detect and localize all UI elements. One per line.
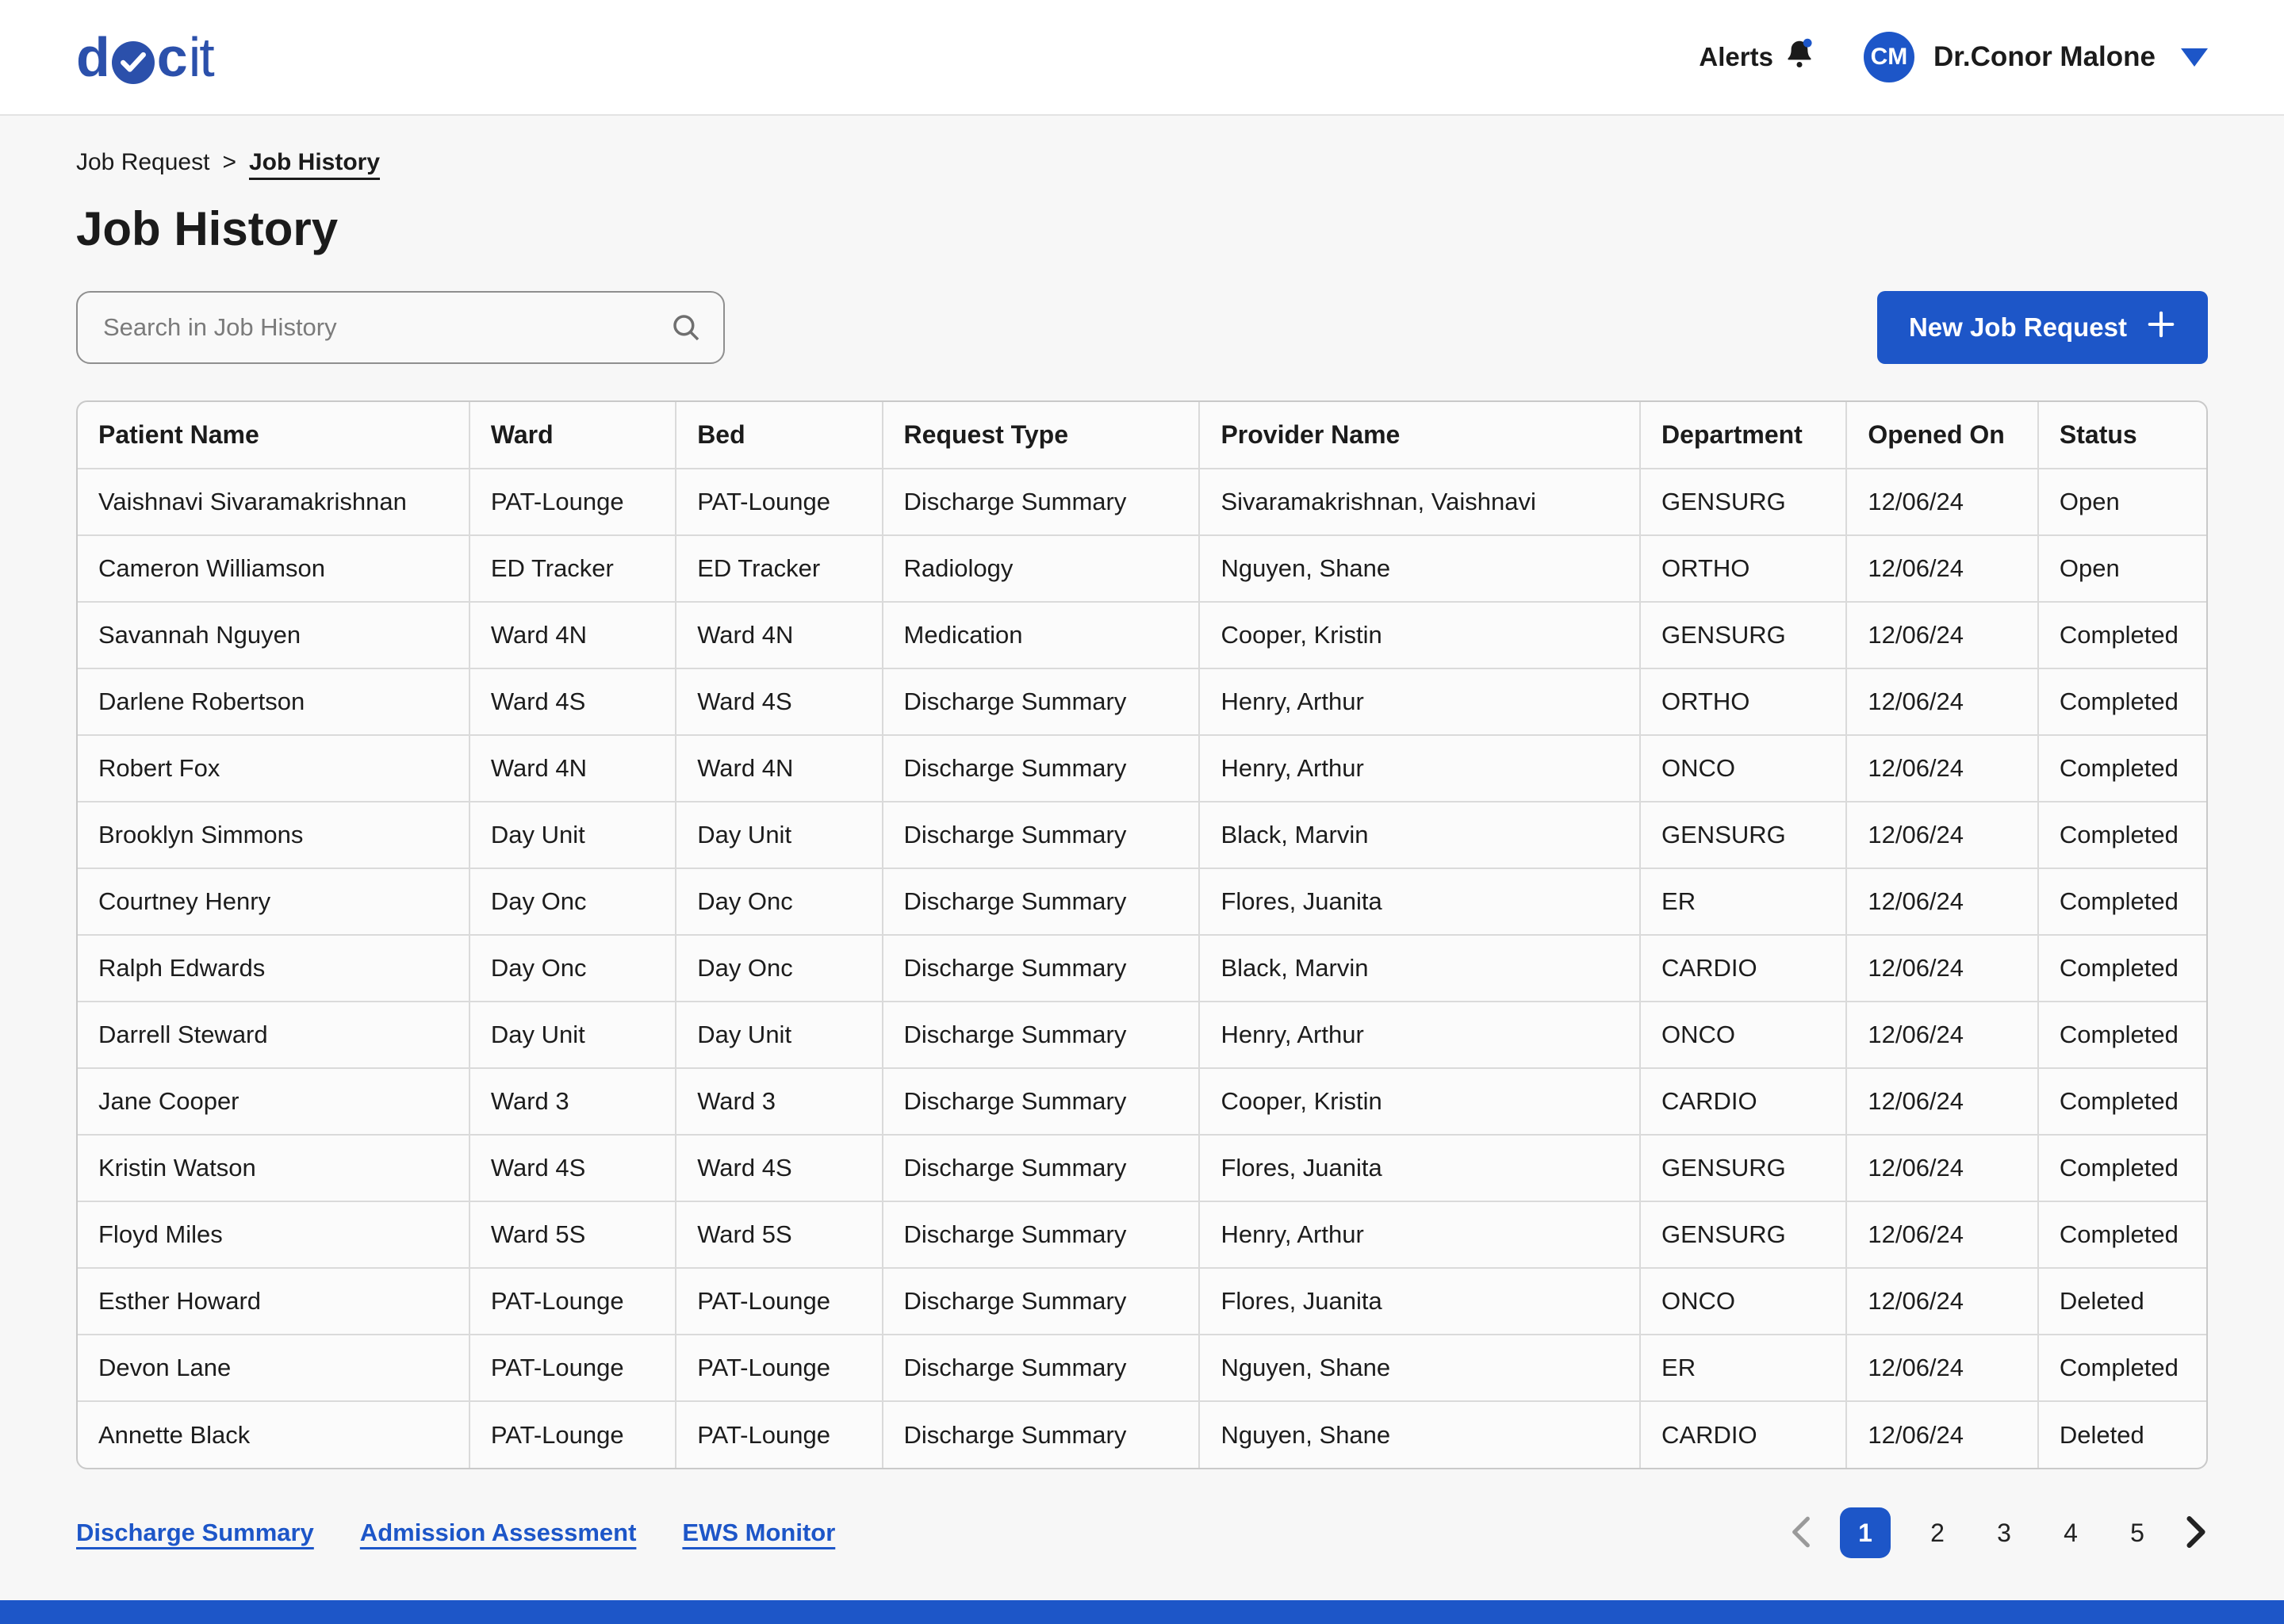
table-cell: Brooklyn Simmons — [78, 802, 469, 868]
table-cell: Cameron Williamson — [78, 535, 469, 602]
table-cell: CARDIO — [1640, 935, 1846, 1002]
table-cell: Cooper, Kristin — [1199, 602, 1640, 668]
table-row[interactable] — [78, 668, 2206, 735]
column-header-department: Department — [1640, 402, 1846, 469]
table-cell: 12/06/24 — [1846, 1068, 2038, 1135]
table-row[interactable] — [78, 469, 2206, 535]
table-cell: Darlene Robertson — [78, 668, 469, 735]
table-cell: Completed — [2038, 868, 2206, 935]
table-cell: 12/06/24 — [1846, 602, 2038, 668]
table-cell: Discharge Summary — [883, 1335, 1200, 1401]
user-menu[interactable] — [1864, 32, 2208, 82]
table-cell: Open — [2038, 535, 2206, 602]
table-cell: PAT-Lounge — [676, 1335, 882, 1401]
pagination-page-1[interactable]: 1 — [1840, 1507, 1891, 1558]
table-cell: Day Onc — [469, 935, 676, 1002]
table-cell: Day Unit — [469, 802, 676, 868]
table-cell: Devon Lane — [78, 1335, 469, 1401]
table-cell: Day Onc — [676, 935, 882, 1002]
table-cell: PAT-Lounge — [469, 469, 676, 535]
table-cell: Open — [2038, 469, 2206, 535]
table-cell: Medication — [883, 602, 1200, 668]
table-cell: Flores, Juanita — [1199, 1135, 1640, 1201]
bottom-row — [76, 1507, 2208, 1558]
table-cell: ONCO — [1640, 1002, 1846, 1068]
footer-link[interactable]: Admission Assessment — [359, 1519, 637, 1546]
table-cell: Completed — [2038, 802, 2206, 868]
table-cell: GENSURG — [1640, 1201, 1846, 1268]
new-job-request-button[interactable] — [1877, 291, 2208, 364]
alerts-button[interactable] — [1699, 36, 1816, 78]
column-header-bed: Bed — [676, 402, 882, 469]
table-cell: Completed — [2038, 602, 2206, 668]
main-content — [0, 149, 2284, 1558]
table-cell: GENSURG — [1640, 1135, 1846, 1201]
pagination-prev-button[interactable] — [1789, 1515, 1813, 1551]
column-header-status: Status — [2038, 402, 2206, 469]
table-cell: 12/06/24 — [1846, 469, 2038, 535]
table-row[interactable] — [78, 868, 2206, 935]
table-row[interactable] — [78, 1135, 2206, 1201]
table-cell: Ward 4N — [676, 602, 882, 668]
table-cell: Vaishnavi Sivaramakrishnan — [78, 469, 469, 535]
table-cell: 12/06/24 — [1846, 1201, 2038, 1268]
chevron-left-icon — [1789, 1515, 1813, 1551]
header-right — [1699, 32, 2208, 82]
table-cell: Completed — [2038, 1335, 2206, 1401]
table-cell: Day Unit — [469, 1002, 676, 1068]
table-row[interactable] — [78, 1002, 2206, 1068]
bell-icon — [1783, 36, 1816, 78]
breadcrumb-separator: > — [222, 149, 236, 175]
table-cell: Discharge Summary — [883, 735, 1200, 802]
table-cell: Darrell Steward — [78, 1002, 469, 1068]
search-icon[interactable] — [669, 311, 703, 348]
table-cell: Esther Howard — [78, 1268, 469, 1335]
pagination — [1789, 1507, 2208, 1558]
table-cell: ED Tracker — [469, 535, 676, 602]
table-cell: Discharge Summary — [883, 935, 1200, 1002]
table-cell: 12/06/24 — [1846, 1335, 2038, 1401]
table-cell: Ward 4S — [469, 1135, 676, 1201]
table-cell: Cooper, Kristin — [1199, 1068, 1640, 1135]
logo-letter: d — [76, 26, 109, 88]
table-row[interactable] — [78, 602, 2206, 668]
table-cell: Flores, Juanita — [1199, 868, 1640, 935]
table-cell: Day Unit — [676, 1002, 882, 1068]
app-logo[interactable] — [76, 25, 213, 89]
pagination-page-5[interactable]: 5 — [2117, 1507, 2157, 1558]
table-cell: Ward 4S — [676, 668, 882, 735]
table-cell: GENSURG — [1640, 602, 1846, 668]
table-cell: ER — [1640, 1335, 1846, 1401]
table-cell: Radiology — [883, 535, 1200, 602]
table-cell: Henry, Arthur — [1199, 1201, 1640, 1268]
pagination-page-4[interactable]: 4 — [2051, 1507, 2090, 1558]
table-cell: ONCO — [1640, 735, 1846, 802]
table-row[interactable] — [78, 935, 2206, 1002]
search-input[interactable] — [76, 291, 725, 364]
table-row[interactable] — [78, 1268, 2206, 1335]
footer-link[interactable]: EWS Monitor — [682, 1519, 836, 1546]
table-cell: Ward 5S — [676, 1201, 882, 1268]
table-cell: 12/06/24 — [1846, 1268, 2038, 1335]
table-cell: Sivaramakrishnan, Vaishnavi — [1199, 469, 1640, 535]
table-cell: Henry, Arthur — [1199, 668, 1640, 735]
table-cell: 12/06/24 — [1846, 802, 2038, 868]
job-history-table-body — [78, 469, 2206, 1468]
table-header-row — [78, 402, 2206, 469]
table-row[interactable] — [78, 1335, 2206, 1401]
table-cell: Ward 5S — [469, 1201, 676, 1268]
table-cell: Nguyen, Shane — [1199, 1401, 1640, 1468]
table-cell: GENSURG — [1640, 469, 1846, 535]
table-cell: Robert Fox — [78, 735, 469, 802]
footer-links — [76, 1519, 835, 1547]
column-header-ward: Ward — [469, 402, 676, 469]
table-cell: Discharge Summary — [883, 1135, 1200, 1201]
column-header-patient-name: Patient Name — [78, 402, 469, 469]
table-cell: Black, Marvin — [1199, 802, 1640, 868]
table-cell: Completed — [2038, 1002, 2206, 1068]
table-cell: 12/06/24 — [1846, 868, 2038, 935]
footer-link[interactable]: Discharge Summary — [76, 1519, 314, 1546]
new-job-request-label: New Job Request — [1908, 312, 2127, 342]
table-cell: 12/06/24 — [1846, 668, 2038, 735]
table-cell: 12/06/24 — [1846, 1135, 2038, 1201]
table-cell: Ward 4N — [469, 602, 676, 668]
bottom-accent-bar — [0, 1600, 2284, 1624]
table-cell: Ralph Edwards — [78, 935, 469, 1002]
job-history-table — [76, 400, 2208, 1469]
table-cell: Kristin Watson — [78, 1135, 469, 1201]
table-cell: Jane Cooper — [78, 1068, 469, 1135]
logo-suffix: it — [188, 26, 213, 88]
table-cell: 12/06/24 — [1846, 735, 2038, 802]
table-cell: Floyd Miles — [78, 1201, 469, 1268]
table-cell: ED Tracker — [676, 535, 882, 602]
table-cell: CARDIO — [1640, 1068, 1846, 1135]
table-cell: Ward 3 — [676, 1068, 882, 1135]
table-cell: Discharge Summary — [883, 668, 1200, 735]
breadcrumb-job-history[interactable]: Job History — [248, 149, 381, 175]
table-cell: Discharge Summary — [883, 802, 1200, 868]
search-box — [76, 291, 725, 364]
alerts-label: Alerts — [1699, 42, 1773, 71]
table-row[interactable] — [78, 1401, 2206, 1468]
table-row[interactable] — [78, 1068, 2206, 1135]
table-cell: PAT-Lounge — [676, 1268, 882, 1335]
table-cell: Day Unit — [676, 802, 882, 868]
pagination-page-3[interactable]: 3 — [1984, 1507, 2024, 1558]
table-cell: 12/06/24 — [1846, 1002, 2038, 1068]
table-cell: Black, Marvin — [1199, 935, 1640, 1002]
table-cell: ORTHO — [1640, 668, 1846, 735]
table-cell: CARDIO — [1640, 1401, 1846, 1468]
app-header — [0, 0, 2284, 116]
table-cell: Day Onc — [676, 868, 882, 935]
table-cell: PAT-Lounge — [469, 1268, 676, 1335]
chevron-right-icon — [2184, 1515, 2208, 1551]
table-cell: Deleted — [2038, 1268, 2206, 1335]
table-cell: ONCO — [1640, 1268, 1846, 1335]
user-name: Dr.Conor Malone — [1933, 41, 2156, 72]
column-header-provider-name: Provider Name — [1199, 402, 1640, 469]
logo-letter: c — [156, 26, 187, 88]
table-cell: Ward 4N — [676, 735, 882, 802]
table-row[interactable] — [78, 535, 2206, 602]
table-cell: ER — [1640, 868, 1846, 935]
table-cell: Completed — [2038, 1201, 2206, 1268]
table-cell: Discharge Summary — [883, 1002, 1200, 1068]
table-cell: PAT-Lounge — [676, 469, 882, 535]
table-cell: Discharge Summary — [883, 469, 1200, 535]
plus-icon — [2146, 309, 2176, 346]
chevron-down-icon — [2181, 48, 2208, 67]
pagination-next-button[interactable] — [2184, 1515, 2208, 1551]
table-cell: Discharge Summary — [883, 1201, 1200, 1268]
table-cell: Discharge Summary — [883, 1068, 1200, 1135]
table-cell: Completed — [2038, 668, 2206, 735]
column-header-request-type: Request Type — [883, 402, 1200, 469]
table-cell: Nguyen, Shane — [1199, 535, 1640, 602]
column-header-opened-on: Opened On — [1846, 402, 2038, 469]
table-cell: Ward 4N — [469, 735, 676, 802]
table-cell: Completed — [2038, 935, 2206, 1002]
table-cell: GENSURG — [1640, 802, 1846, 868]
table-row[interactable] — [78, 1201, 2206, 1268]
table-cell: PAT-Lounge — [676, 1401, 882, 1468]
table-cell: Day Onc — [469, 868, 676, 935]
table-cell: Nguyen, Shane — [1199, 1335, 1640, 1401]
logo-check-icon — [112, 41, 155, 84]
pagination-pages — [1840, 1507, 2157, 1558]
page-title: Job History — [76, 202, 339, 255]
table-cell: Annette Black — [78, 1401, 469, 1468]
table-cell: Completed — [2038, 1068, 2206, 1135]
table-cell: Ward 3 — [469, 1068, 676, 1135]
table-row[interactable] — [78, 802, 2206, 868]
table-cell: Savannah Nguyen — [78, 602, 469, 668]
table-cell: 12/06/24 — [1846, 1401, 2038, 1468]
table-cell: Ward 4S — [676, 1135, 882, 1201]
table-cell: Completed — [2038, 1135, 2206, 1201]
pagination-page-2[interactable]: 2 — [1918, 1507, 1957, 1558]
table-cell: PAT-Lounge — [469, 1401, 676, 1468]
table-cell: Henry, Arthur — [1199, 735, 1640, 802]
table-cell: Henry, Arthur — [1199, 1002, 1640, 1068]
table-cell: Discharge Summary — [883, 1401, 1200, 1468]
table-cell: Completed — [2038, 735, 2206, 802]
avatar: CM — [1864, 32, 1914, 82]
table-cell: Courtney Henry — [78, 868, 469, 935]
table-cell: 12/06/24 — [1846, 935, 2038, 1002]
table-cell: ORTHO — [1640, 535, 1846, 602]
breadcrumb-job-request[interactable]: Job Request — [76, 149, 210, 175]
toolbar — [76, 291, 2208, 364]
table-cell: 12/06/24 — [1846, 535, 2038, 602]
table-cell: Flores, Juanita — [1199, 1268, 1640, 1335]
table-cell: Discharge Summary — [883, 1268, 1200, 1335]
table-row[interactable] — [78, 735, 2206, 802]
table-cell: Deleted — [2059, 1420, 2144, 1449]
table-cell: Ward 4S — [469, 668, 676, 735]
table-cell: PAT-Lounge — [469, 1335, 676, 1401]
table-cell: Discharge Summary — [883, 868, 1200, 935]
breadcrumb — [76, 149, 2208, 176]
